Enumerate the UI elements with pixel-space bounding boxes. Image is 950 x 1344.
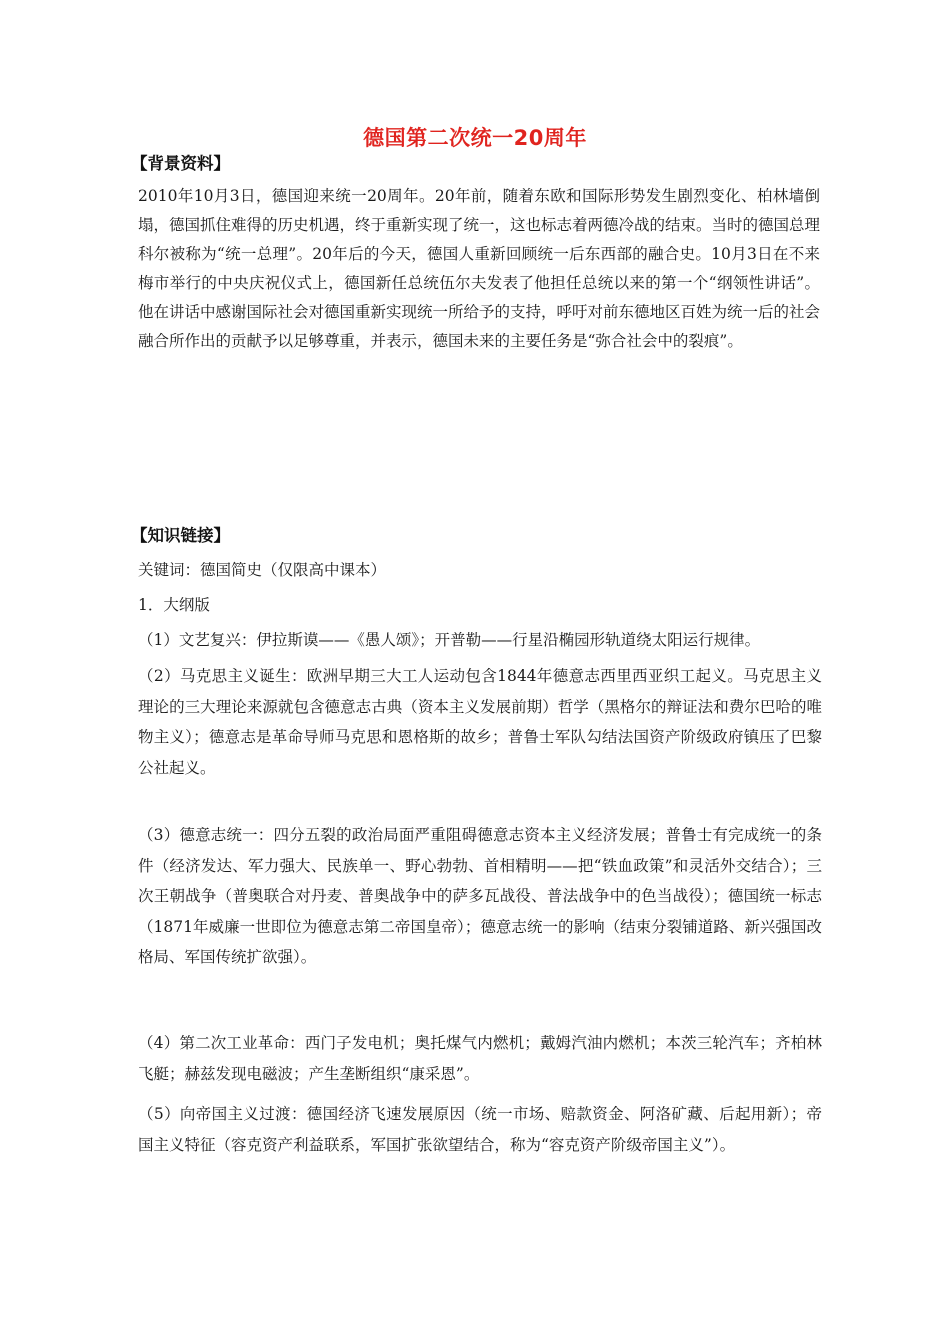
edition-label: 1．大纲版 xyxy=(138,596,210,614)
knowledge-item-unification: （3）德意志统一：四分五裂的政治局面严重阻碍德意志资本主义经济发展；普鲁士有完成统一的条件（经济发达、军力强大、民族单一、野心勃勃、首相精明——把“铁血政策”和灵活外交结合）；三次王朝战争（普奥联合对丹麦、普奥战争中的萨多瓦战役、普法战争中的色当战役）；德国统一标志（1871年威廉一世即位为德意志第二帝国皇帝）；德意志统一的影响（结束分裂铺道路、新兴强国改格局、军国传统扩欲强）。 xyxy=(138,826,822,966)
page-title: 德国第二次统一20周年 xyxy=(363,126,587,150)
knowledge-item-renaissance: （1）文艺复兴：伊拉斯谟——《愚人颂》；开普勒——行星沿椭园形轨道绕太阳运行规律。 xyxy=(138,631,761,649)
knowledge-item-imperialism: （5）向帝国主义过渡：德国经济飞速发展原因（统一市场、赔款资金、阿洛矿藏、后起用新）；帝国主义特征（容克资产利益联系，军国扩张欲望结合，称为“容克资产阶级帝国主义”）。 xyxy=(138,1105,822,1154)
keyword-line: 关键词：德国简史（仅限高中课本） xyxy=(138,561,387,579)
knowledge-item-marxism: （2）马克思主义诞生：欧洲早期三大工人运动包含1844年德意志西里西亚织工起义。马克思主义理论的三大理论来源就包含德意志古典（资本主义发展前期）哲学（黑格尔的辩证法和费尔巴哈的唯物主义）；德意志是革命导师马克思和恩格斯的故乡；普鲁士军队勾结法国资产阶级政府镇压了巴黎公社起义。 xyxy=(138,667,822,777)
background-paragraph: 2010年10月3日，德国迎来统一20周年。20年前，随着东欧和国际形势发生剧烈变化、柏林墙倒塌，德国抓住难得的历史机遇，终于重新实现了统一，这也标志着两德冷战的结束。当时的德国总理科尔被称为“统一总理”。20年后的今天，德国人重新回顾统一后东西部的融合史。10月3日在不来梅市举行的中央庆祝仪式上，德国新任总统伍尔夫发表了他担任总统以来的第一个“纲领性讲话”。他在讲话中感谢国际社会对德国重新实现统一所给予的支持，呼吁对前东德地区百姓为统一后的社会融合所作出的贡献予以足够尊重，并表示，德国未来的主要任务是“弥合社会中的裂痕”。 xyxy=(138,187,821,350)
knowledge-item-industrial-revolution: （4）第二次工业革命：西门子发电机；奥托煤气内燃机；戴姆汽油内燃机；本茨三轮汽车；齐柏林飞艇；赫兹发现电磁波；产生垄断组织“康采恩”。 xyxy=(138,1034,822,1083)
knowledge-heading: 【知识链接】 xyxy=(131,526,230,545)
background-heading: 【背景资料】 xyxy=(131,154,230,173)
